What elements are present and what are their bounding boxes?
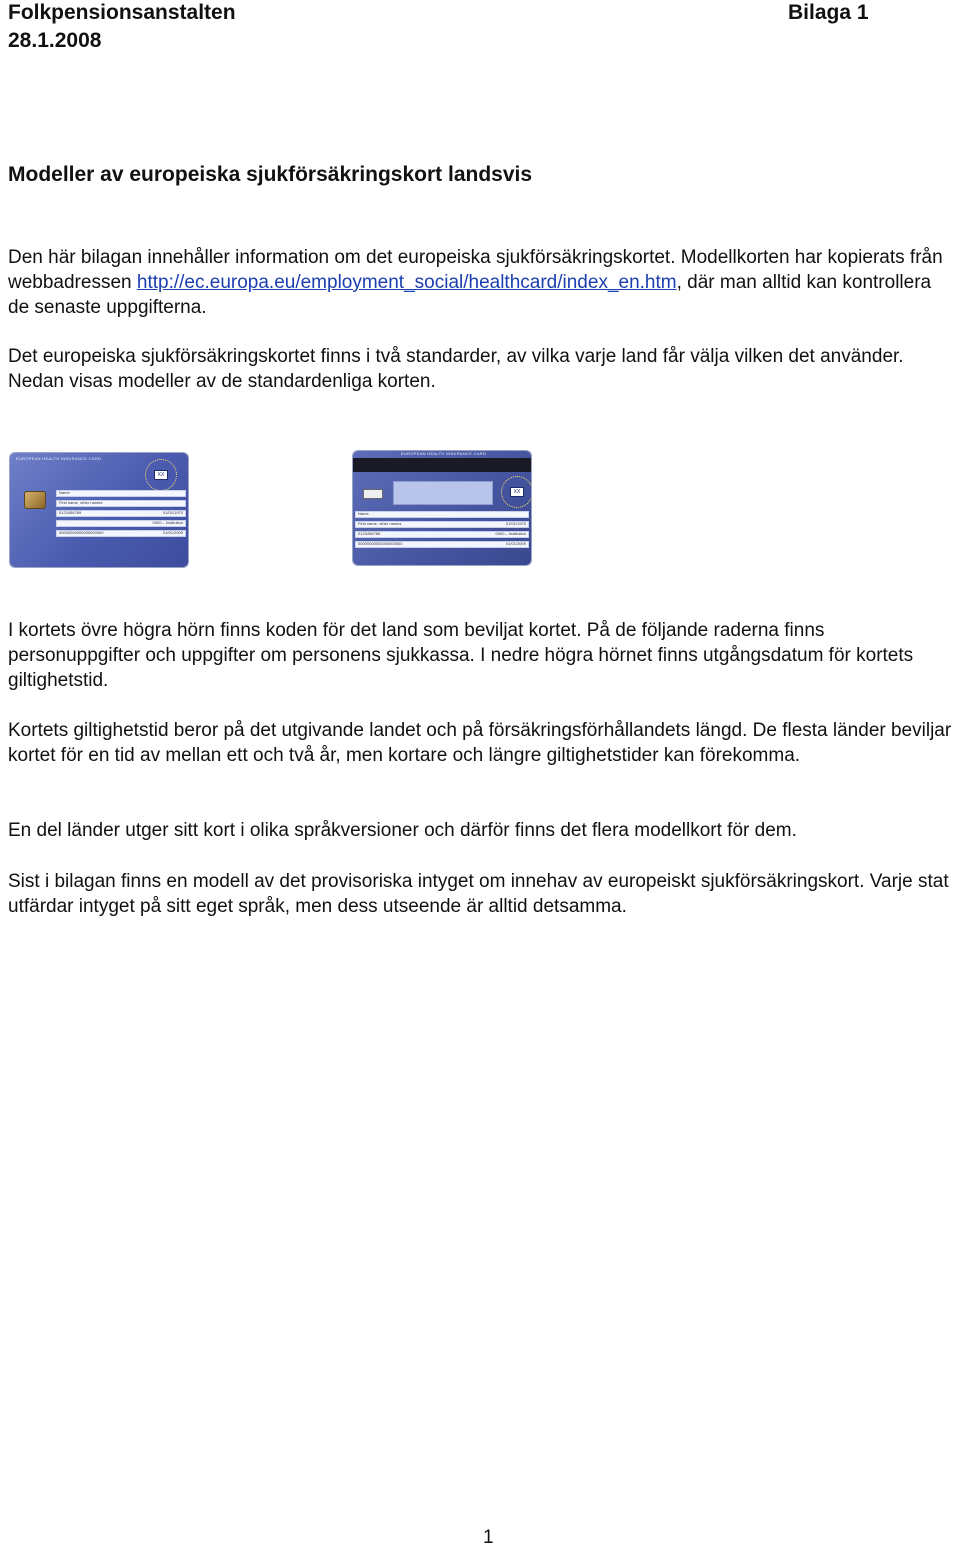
header-organization: Folkpensionsanstalten: [8, 1, 236, 24]
card-row: [355, 531, 529, 538]
small-box-icon: [363, 489, 383, 499]
magnetic-stripe: [353, 458, 531, 472]
card-header-text: EUROPEAN HEALTH INSURANCE CARD: [401, 451, 487, 456]
card-number-field: 00000000000000000000: [358, 541, 403, 546]
paragraph-validity: Kortets giltighetstid beror på det utgivande landet och på försäkringsförhållandets längd. De flesta länder beviljar kortet för en tid av mellan ett och två år, men kortare och längre giltighetstider kan förekomma.: [8, 720, 952, 766]
card-institution-field: 0000 – Institution: [495, 531, 526, 536]
card-birthdate-field: 01/01/1970: [505, 521, 526, 526]
card-row: [56, 530, 186, 537]
card-name-field: Name: [358, 511, 369, 516]
card-institution-field: 0000 – Institution: [152, 520, 183, 525]
card-row: [355, 521, 529, 528]
healthcard-link[interactable]: http://ec.europa.eu/employment_social/healthcard/index_en.htm: [136, 272, 677, 293]
paragraph-provisional-certificate: Sist i bilagan finns en modell av det provisoriska intyget om innehav av europeiskt sjukförsäkringskort. Varje stat utfärdar intyget på sitt eget språk, men dess utseende är alltid detsamma.: [8, 871, 949, 917]
card-row: [56, 520, 186, 527]
card-number-field: 00000000000000000000: [59, 530, 104, 535]
card-fields: [355, 511, 529, 551]
card-row: [56, 510, 186, 517]
card-row: [355, 541, 529, 548]
card-header-text: EUROPEAN HEALTH INSURANCE CARD: [16, 456, 102, 461]
header-date: 28.1.2008: [8, 29, 102, 52]
card-id-field: 0123456789: [59, 510, 82, 515]
paragraph-languages: En del länder utger sitt kort i olika språkversioner och därför finns det flera modellkort för dem.: [8, 820, 797, 841]
card-row: [56, 500, 186, 507]
card-expiry-field: 01/01/2009: [505, 541, 526, 546]
health-card-model-chip: [10, 453, 188, 567]
card-row: [56, 490, 186, 497]
card-expiry-field: 01/01/2009: [162, 530, 183, 535]
document-title: Modeller av europeiska sjukförsäkringskort landsvis: [8, 163, 533, 186]
card-row: [355, 511, 529, 518]
paragraph-standards: Det europeiska sjukförsäkringskortet finns i två standarder, av vilka varje land får välja vilken det använder. Nedan visas modeller av de standardenliga korten.: [8, 346, 904, 392]
header-attachment: Bilaga 1: [788, 1, 869, 24]
country-code-badge: XX: [154, 470, 168, 480]
paragraph-intro: [8, 245, 956, 320]
chip-icon: [24, 491, 46, 509]
eu-stars-icon: [501, 476, 531, 508]
page-number: 1: [483, 1527, 494, 1548]
card-id-field: 0123456789: [358, 531, 381, 536]
card-birthdate-field: 01/01/1970: [162, 510, 183, 515]
intro-text-end: , där man alltid kan kontrollera de senaste uppgifterna.: [8, 272, 932, 318]
health-card-model-stripe: [353, 451, 531, 565]
paragraph-card-layout: I kortets övre högra hörn finns koden för det land som beviljat kortet. På de följande raderna finns personuppgifter och uppgifter om personens sjukkassa. I nedre högra hörnet finns utgångsdatum för kortets giltighetstid.: [8, 620, 914, 691]
card-firstname-field: First name, other names: [358, 521, 402, 526]
intro-text: Den här bilagan innehåller information om det europeiska sjukförsäkringskortet. Modellkorten har kopierats från webbadressen: [8, 247, 943, 293]
card-firstname-field: First name, other names: [59, 500, 103, 505]
card-fields: [56, 490, 186, 540]
card-name-field: Name: [59, 490, 70, 495]
country-code-badge: XX: [510, 487, 524, 497]
signature-box: [393, 481, 493, 505]
eu-stars-icon: [145, 459, 177, 491]
